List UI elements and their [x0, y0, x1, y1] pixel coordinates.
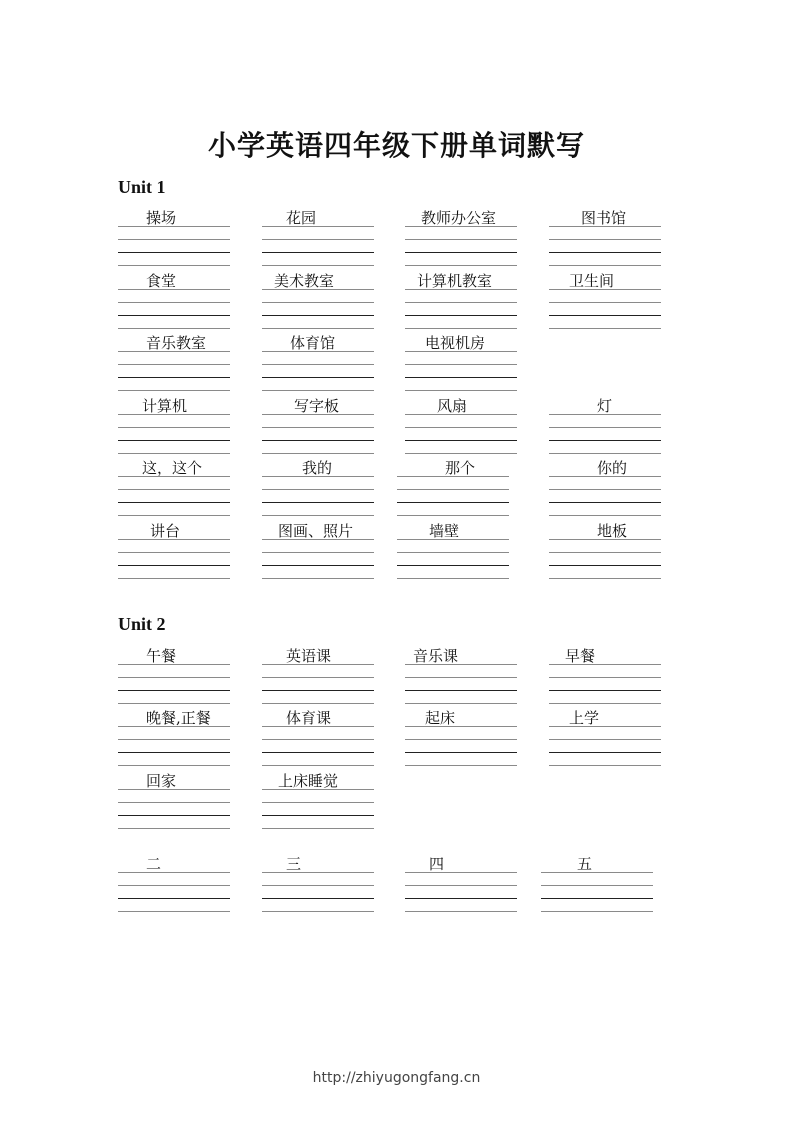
word-cell[interactable] — [549, 458, 661, 520]
word-label: 墙壁 — [429, 522, 460, 540]
word-label: 操场 — [146, 209, 177, 227]
word-cell[interactable] — [549, 708, 661, 770]
word-label: 卫生间 — [569, 272, 615, 290]
word-label: 我的 — [302, 459, 333, 477]
word-label: 英语课 — [286, 647, 332, 665]
word-label: 教师办公室 — [421, 209, 497, 227]
word-label: 五 — [577, 855, 593, 873]
word-label: 三 — [286, 855, 302, 873]
word-label: 图书馆 — [581, 209, 627, 227]
word-label: 二 — [146, 855, 162, 873]
word-cell[interactable] — [262, 646, 374, 708]
word-label: 音乐课 — [413, 647, 459, 665]
word-cell[interactable] — [549, 396, 661, 458]
footer-url: http://zhiyugongfang.cn — [312, 1070, 481, 1086]
word-label: 讲台 — [150, 522, 181, 540]
word-cell[interactable] — [397, 521, 509, 583]
word-label: 上学 — [569, 709, 600, 727]
word-cell[interactable] — [118, 708, 230, 770]
word-label: 回家 — [146, 772, 177, 790]
word-cell[interactable] — [549, 521, 661, 583]
word-cell[interactable] — [118, 396, 230, 458]
word-label: 写字板 — [294, 397, 340, 415]
word-cell[interactable] — [118, 208, 230, 270]
word-cell[interactable] — [262, 396, 374, 458]
word-cell[interactable] — [118, 333, 230, 395]
word-label: 花园 — [286, 209, 317, 227]
word-label: 电视机房 — [425, 334, 486, 352]
word-cell[interactable] — [118, 521, 230, 583]
word-cell[interactable] — [549, 646, 661, 708]
word-cell[interactable] — [262, 771, 374, 833]
word-cell[interactable] — [541, 854, 653, 916]
word-cell[interactable] — [549, 271, 661, 333]
word-label: 计算机教室 — [417, 272, 493, 290]
word-cell[interactable] — [397, 458, 509, 520]
word-cell[interactable] — [118, 271, 230, 333]
word-cell[interactable] — [262, 458, 374, 520]
word-cell[interactable] — [262, 708, 374, 770]
unit-2-heading: Unit 2 — [118, 614, 166, 634]
word-label: 起床 — [425, 709, 456, 727]
word-cell[interactable] — [262, 854, 374, 916]
word-cell[interactable] — [405, 646, 517, 708]
word-label: 四 — [429, 855, 445, 873]
word-label: 食堂 — [146, 272, 177, 290]
word-cell[interactable] — [118, 854, 230, 916]
word-cell[interactable] — [262, 208, 374, 270]
word-cell[interactable] — [118, 458, 230, 520]
word-cell[interactable] — [405, 208, 517, 270]
word-label: 灯 — [597, 397, 613, 415]
word-label: 体育课 — [286, 709, 332, 727]
word-label: 体育馆 — [290, 334, 336, 352]
word-label: 风扇 — [437, 397, 468, 415]
word-cell[interactable] — [262, 521, 374, 583]
page-title: 小学英语四年级下册单词默写 — [207, 129, 585, 162]
word-cell[interactable] — [118, 646, 230, 708]
word-cell[interactable] — [262, 271, 374, 333]
word-cell[interactable] — [405, 396, 517, 458]
word-cell[interactable] — [549, 208, 661, 270]
word-label: 地板 — [597, 522, 628, 540]
unit-1-heading: Unit 1 — [118, 177, 166, 197]
word-cell[interactable] — [405, 708, 517, 770]
word-label: 音乐教室 — [146, 334, 207, 352]
word-label: 计算机 — [142, 397, 188, 415]
word-cell[interactable] — [405, 333, 517, 395]
word-cell[interactable] — [262, 333, 374, 395]
word-label: 午餐 — [146, 647, 177, 665]
word-label: 早餐 — [565, 647, 596, 665]
word-label: 上床睡觉 — [278, 772, 339, 790]
word-cell[interactable] — [405, 271, 517, 333]
word-label: 这，这个 — [142, 459, 203, 477]
word-label: 那个 — [445, 459, 476, 477]
word-cell[interactable] — [405, 854, 517, 916]
word-label: 图画、照片 — [278, 522, 354, 540]
word-label: 晚餐,正餐 — [146, 709, 211, 727]
word-label: 美术教室 — [274, 272, 335, 290]
word-label: 你的 — [597, 459, 628, 477]
word-cell[interactable] — [118, 771, 230, 833]
